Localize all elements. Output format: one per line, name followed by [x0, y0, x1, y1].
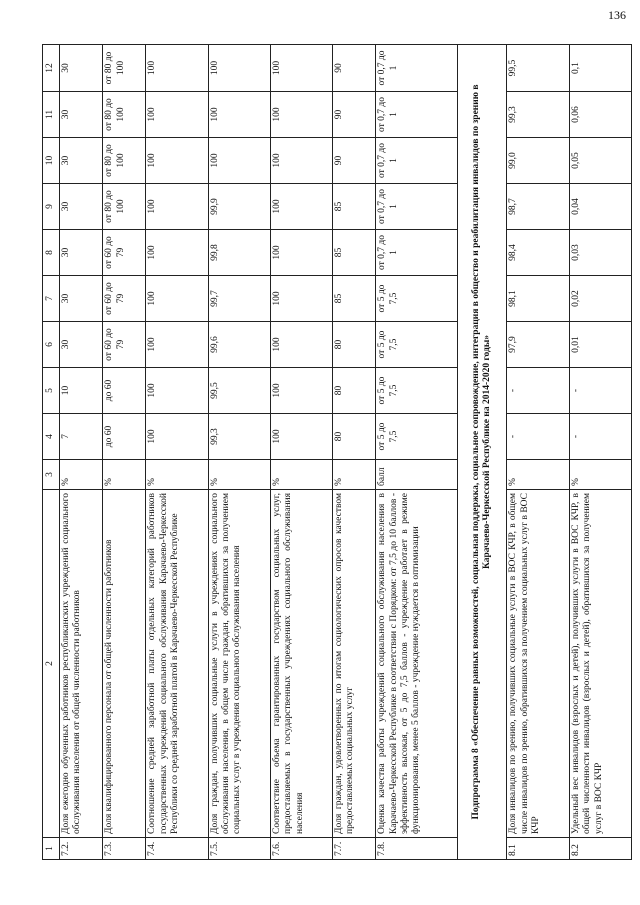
value-cell: 100 — [208, 92, 270, 138]
value-cell: 100 — [270, 92, 332, 138]
value-cell: 30 — [60, 322, 103, 368]
value-cell: - — [507, 414, 569, 460]
row-number: 7.5. — [208, 838, 270, 860]
value-cell: от 0,7 до 1 — [376, 92, 457, 138]
value-cell: от 5 до 7,5 — [376, 368, 457, 414]
value-cell: 100 — [270, 230, 332, 276]
indicator-name: Доля инвалидов по зрению, получивших социальные услуги в ВОС КЧР, в общем числе инвалидов по зрению, обратившихся за получением социальных услуг в ВОС КЧР — [507, 490, 569, 838]
row-number: 7.6. — [270, 838, 332, 860]
value-cell: 100 — [270, 414, 332, 460]
value-cell: - — [507, 368, 569, 414]
row-number: 7.8. — [376, 838, 457, 860]
value-cell: от 60 до 79 — [103, 322, 146, 368]
value-cell: 100 — [146, 138, 208, 184]
row-number: 7.3. — [103, 838, 146, 860]
value-cell: 0,04 — [569, 184, 631, 230]
value-cell: 0,01 — [569, 322, 631, 368]
indicator-name: Соответствие объема гарантированных государством социальных услуг, предоставляемых в государственных учреждениях социального обслуживания населения — [270, 490, 332, 838]
header-cell: 1 — [43, 838, 60, 860]
row-number: 7.4. — [146, 838, 208, 860]
value-cell: от 5 до 7,5 — [376, 322, 457, 368]
table-body-subprogram-title — [457, 45, 507, 860]
value-cell: 85 — [333, 276, 376, 322]
value-cell: 80 — [333, 368, 376, 414]
value-cell: 100 — [270, 322, 332, 368]
table-row — [376, 45, 457, 860]
value-cell: 30 — [60, 45, 103, 92]
value-cell: 30 — [60, 230, 103, 276]
value-cell: 98,7 — [507, 184, 569, 230]
header-cell: 2 — [43, 490, 60, 838]
header-cell: 6 — [43, 322, 60, 368]
table-row — [146, 45, 208, 860]
indicator-name: Доля граждан, удовлетворенных по итогам социологических опросов качеством предоставляемых социальных услуг — [333, 490, 376, 838]
value-cell: до 60 — [103, 414, 146, 460]
value-cell: 90 — [333, 138, 376, 184]
indicator-name: Удельный вес инвалидов (взрослых и детей), получивших услуги в ВОС КЧР, в общей численности инвалидов (взрослых и детей), обратившихся за получением услуг в ВОС КЧР — [569, 490, 631, 838]
value-cell: 97,9 — [507, 322, 569, 368]
value-cell: 10 — [60, 368, 103, 414]
value-cell: от 60 до 79 — [103, 230, 146, 276]
value-cell: 99,5 — [208, 368, 270, 414]
value-cell: 80 — [333, 414, 376, 460]
header-cell: 12 — [43, 45, 60, 92]
value-cell: 0,06 — [569, 92, 631, 138]
value-cell: 100 — [146, 414, 208, 460]
value-cell: 85 — [333, 184, 376, 230]
value-cell: 100 — [146, 230, 208, 276]
row-number: 8.2 — [569, 838, 631, 860]
value-cell: 100 — [208, 138, 270, 184]
value-cell: 99,6 — [208, 322, 270, 368]
value-cell: от 0,7 до 1 — [376, 138, 457, 184]
value-cell: 85 — [333, 230, 376, 276]
header-cell: 11 — [43, 92, 60, 138]
value-cell: 100 — [270, 138, 332, 184]
header-cell: 4 — [43, 414, 60, 460]
value-cell: 99,3 — [208, 414, 270, 460]
value-cell: 30 — [60, 92, 103, 138]
value-cell: 99,0 — [507, 138, 569, 184]
rotated-table-wrapper — [42, 45, 632, 860]
value-cell: 100 — [146, 276, 208, 322]
row-number: 7.2. — [60, 838, 103, 860]
value-cell: 100 — [208, 45, 270, 92]
subprogram-title: Подпрограмма 8 «Обеспечение равных возможностей, социальная поддержка, социальное сопровождение, интеграция в общество и реабилитация инвалидов по зрению в Карачаево-Черкесской Республике на 2014-2020 годы» — [457, 45, 507, 860]
table-row — [507, 45, 569, 860]
table-row — [60, 45, 103, 860]
header-cell: 7 — [43, 276, 60, 322]
value-cell: 100 — [146, 184, 208, 230]
unit-cell: % — [333, 460, 376, 490]
value-cell: от 60 до 79 — [103, 276, 146, 322]
row-number: 8.1 — [507, 838, 569, 860]
indicator-name: Доля граждан, получивших социальные услуги в учреждениях социального обслуживания населения, в общем числе граждан, обратившихся за получением социальных услуг в учреждения социального обслуживания населения — [208, 490, 270, 838]
unit-cell: % — [569, 460, 631, 490]
header-row — [43, 45, 60, 860]
value-cell: 100 — [270, 368, 332, 414]
value-cell: 98,4 — [507, 230, 569, 276]
value-cell: 30 — [60, 276, 103, 322]
value-cell: 0,03 — [569, 230, 631, 276]
header-cell: 5 — [43, 368, 60, 414]
value-cell: от 5 до 7,5 — [376, 276, 457, 322]
table-body-subprogram-8 — [507, 45, 632, 860]
unit-cell: % — [507, 460, 569, 490]
value-cell: 0,05 — [569, 138, 631, 184]
unit-cell: % — [146, 460, 208, 490]
table-row — [333, 45, 376, 860]
value-cell: 30 — [60, 184, 103, 230]
value-cell: 90 — [333, 45, 376, 92]
value-cell: 99,3 — [507, 92, 569, 138]
indicator-name: Оценка качества работы учреждений социального обслуживания населения в Карачаево-Черкесской Республике в соответствии с Порядком: от 7,5 до 10 баллов - эффективность высокая, от 5 до 7,5 баллов - учреждение работает в режиме функционирования, менее 5 баллов - учреждение нуждается в оптимизации — [376, 490, 457, 838]
value-cell: от 0,7 до 1 — [376, 230, 457, 276]
unit-cell: % — [103, 460, 146, 490]
value-cell: 90 — [333, 92, 376, 138]
value-cell: от 5 до 7,5 — [376, 414, 457, 460]
value-cell: от 80 до 100 — [103, 92, 146, 138]
value-cell: 99,7 — [208, 276, 270, 322]
unit-cell: % — [60, 460, 103, 490]
indicator-name: Доля квалифицированного персонала от общей численности работников — [103, 490, 146, 838]
value-cell: 99,5 — [507, 45, 569, 92]
value-cell: от 80 до 100 — [103, 45, 146, 92]
value-cell: 100 — [146, 322, 208, 368]
table-row — [270, 45, 332, 860]
row-number: 7.7. — [333, 838, 376, 860]
subprogram-title-row — [457, 45, 507, 860]
unit-cell: % — [270, 460, 332, 490]
value-cell: от 0,7 до 1 — [376, 45, 457, 92]
value-cell: - — [569, 414, 631, 460]
value-cell: 100 — [270, 276, 332, 322]
value-cell: до 60 — [103, 368, 146, 414]
unit-cell: балл — [376, 460, 457, 490]
unit-cell: % — [208, 460, 270, 490]
value-cell: 100 — [270, 184, 332, 230]
value-cell: 100 — [270, 45, 332, 92]
value-cell: от 80 до 100 — [103, 184, 146, 230]
indicators-table — [42, 44, 632, 860]
value-cell: 98,1 — [507, 276, 569, 322]
header-cell: 8 — [43, 230, 60, 276]
value-cell: 0,02 — [569, 276, 631, 322]
value-cell: 99,9 — [208, 184, 270, 230]
value-cell: 0,1 — [569, 45, 631, 92]
header-cell: 3 — [43, 460, 60, 490]
table-row — [103, 45, 146, 860]
indicator-name: Соотношение средней заработной платы отдельных категорий работников государственных учреждений социального обслуживания Карачаево-Черкесской Республики со средней заработной платой в Карачаево-Черкесской Республике — [146, 490, 208, 838]
indicator-name: Доля ежегодно обученных работников республиканских учреждений социального обслуживания населения от общей численности работников — [60, 490, 103, 838]
value-cell: 100 — [146, 368, 208, 414]
value-cell: 7 — [60, 414, 103, 460]
header-cell: 9 — [43, 184, 60, 230]
value-cell: от 0,7 до 1 — [376, 184, 457, 230]
table-body-subprogram-7 — [60, 45, 458, 860]
value-cell: 30 — [60, 138, 103, 184]
page-number: 136 — [608, 8, 626, 22]
table-row — [208, 45, 270, 860]
header-cell: 10 — [43, 138, 60, 184]
value-cell: 100 — [146, 92, 208, 138]
value-cell: - — [569, 368, 631, 414]
table-row — [569, 45, 631, 860]
value-cell: 80 — [333, 322, 376, 368]
value-cell: 100 — [146, 45, 208, 92]
value-cell: 99,8 — [208, 230, 270, 276]
value-cell: от 80 до 100 — [103, 138, 146, 184]
